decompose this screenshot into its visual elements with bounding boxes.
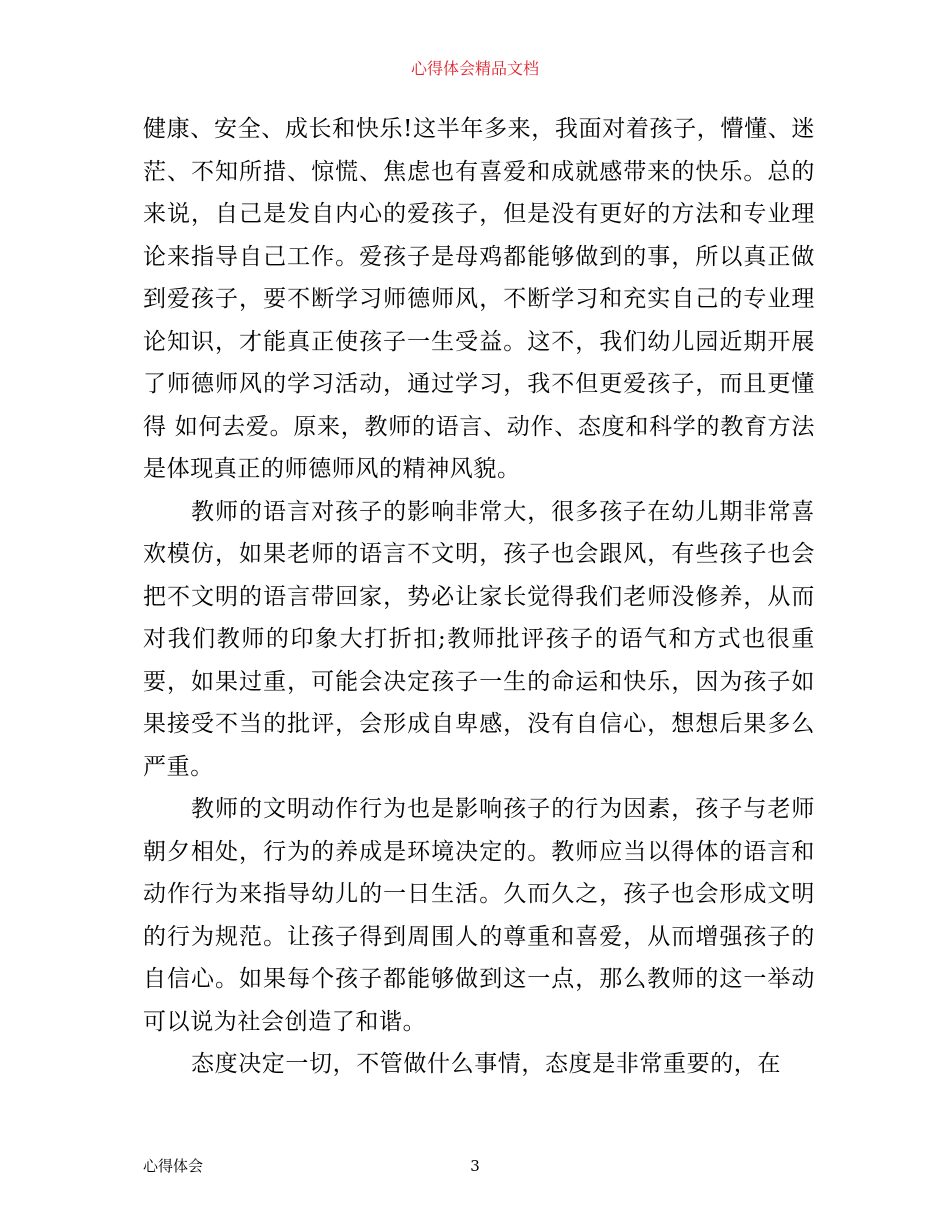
paragraph-1: 健康、安全、成长和快乐!这半年多来，我面对着孩子，懵懂、迷茫、不知所措、惊慌、焦虑也有喜爱和成就感带来的快乐。总的来说，自己是发自内心的爱孩子，但是没有更好的方法和专业理论来指导自己工作。爱孩子是母鸡都能够做到的事，所以真正做到爱孩子，要不断学习师德师风，不断学习和充实自己的专业理论知识，才能真正使孩子一生受益。这不，我们幼儿园近期开展了师德师风的学习活动，通过学习，我不但更爱孩子，而且更懂得 如何去爱。原来，教师的语言、动作、态度和科学的教育方法是体现真正的师德师风的精神风貌。 xyxy=(143,116,815,482)
document-body xyxy=(143,108,815,1086)
paragraph-4: 态度决定一切，不管做什么事情，态度是非常重要的，在 xyxy=(191,1051,781,1077)
paragraph-3: 教师的文明动作行为也是影响孩子的行为因素，孩子与老师朝夕相处，行为的养成是环境决定的。教师应当以得体的语言和动作行为来指导幼儿的一日生活。久而久之，孩子也会形成文明的行为规范。让孩子得到周围人的尊重和喜爱，从而增强孩子的自信心。如果每个孩子都能够做到这一点，那么教师的这一举动可以说为社会创造了和谐。 xyxy=(143,796,815,1035)
paragraph-2: 教师的语言对孩子的影响非常大，很多孩子在幼儿期非常喜欢模仿，如果老师的语言不文明，孩子也会跟风，有些孩子也会把不文明的语言带回家，势必让家长觉得我们老师没修养，从而对我们教师的印象大打折扣;教师批评孩子的语气和方式也很重要，如果过重，可能会决定孩子一生的命运和快乐，因为孩子如果接受不当的批评，会形成自卑感，没有自信心，想想后果多么严重。 xyxy=(143,498,815,780)
footer-label: 心得体会 xyxy=(143,1157,204,1175)
page-header-title: 心得体会精品文档 xyxy=(410,59,539,78)
page-number: 3 xyxy=(470,1157,480,1175)
